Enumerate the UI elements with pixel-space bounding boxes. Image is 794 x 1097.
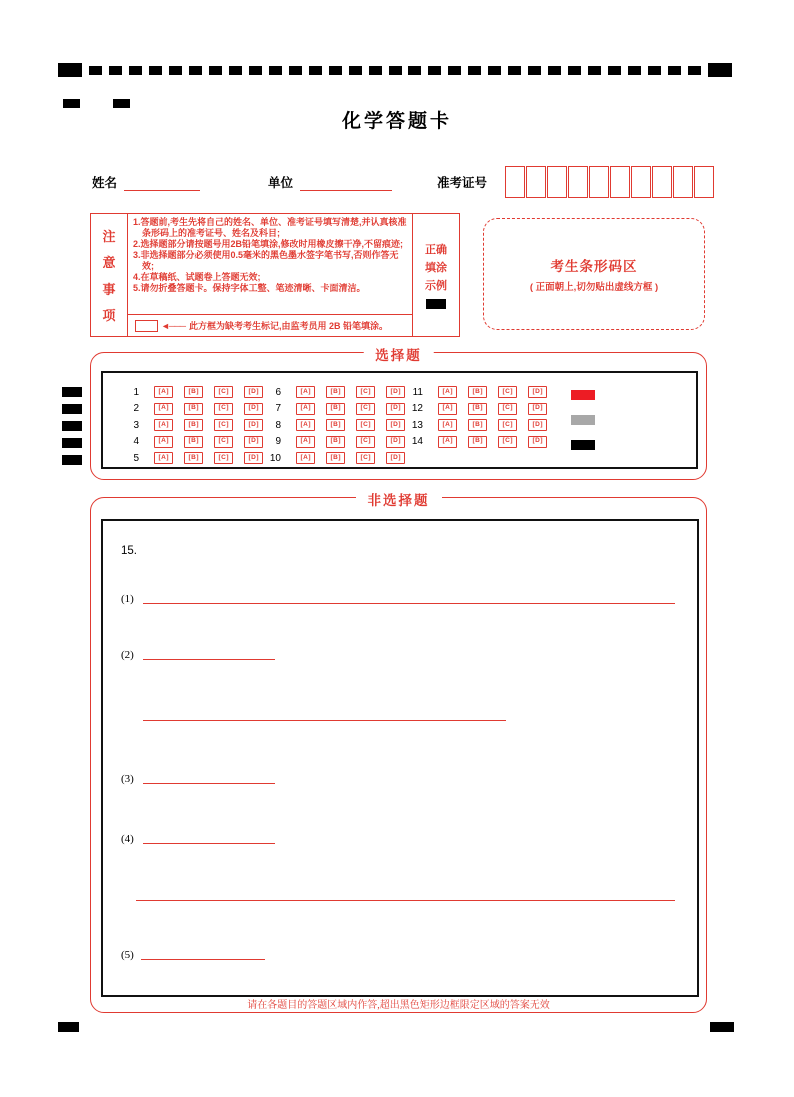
- part-label: (1): [121, 593, 134, 605]
- answer-bubble-12-B[interactable]: [ B ]: [468, 403, 487, 415]
- answer-line-5[interactable]: [141, 959, 265, 960]
- part-label: (2): [121, 649, 134, 661]
- red-fill-sample: [571, 390, 595, 400]
- registration-mark: [710, 1022, 734, 1032]
- gray-fill-sample: [571, 415, 595, 425]
- example-label: 正确: [425, 244, 447, 256]
- answer-bubble-5-D[interactable]: [ D ]: [244, 452, 263, 464]
- timing-mark: [62, 421, 82, 431]
- ticket-digit-cell[interactable]: [526, 166, 546, 198]
- question-row: [119, 404, 263, 414]
- example-label: 示例: [425, 280, 447, 292]
- timing-mark: [109, 66, 122, 75]
- answer-bubble-2-D[interactable]: [ D ]: [244, 403, 263, 415]
- question-row: [403, 387, 547, 397]
- ticket-number-label: 准考证号: [437, 176, 488, 190]
- notice-item: 5.请勿折叠答题卡。保持字体工整、笔迹清晰、卡面清洁。: [133, 283, 366, 294]
- answer-bubble-7-C[interactable]: [ C ]: [356, 403, 375, 415]
- answer-bubble-7-D[interactable]: [ D ]: [386, 403, 405, 415]
- answer-bubble-1-C[interactable]: [ C ]: [214, 386, 233, 398]
- timing-mark: [369, 66, 382, 75]
- question-number: 9: [275, 436, 281, 447]
- question-row: [403, 404, 547, 414]
- answer-bubble-3-D[interactable]: [ D ]: [244, 419, 263, 431]
- timing-mark: [129, 66, 142, 75]
- answer-bubble-2-C[interactable]: [ C ]: [214, 403, 233, 415]
- timing-marks-row: [58, 63, 732, 77]
- answer-bubble-1-A[interactable]: [ A ]: [154, 386, 173, 398]
- answer-bubble-9-C[interactable]: [ C ]: [356, 436, 375, 448]
- timing-mark: [169, 66, 182, 75]
- timing-mark: [668, 66, 681, 75]
- timing-mark: [448, 66, 461, 75]
- timing-mark: [488, 66, 501, 75]
- answer-bubble-14-A[interactable]: [ A ]: [438, 436, 457, 448]
- question-number: 6: [275, 386, 281, 398]
- ticket-digit-cell[interactable]: [610, 166, 630, 198]
- answer-bubble-10-B[interactable]: [ B ]: [326, 452, 345, 464]
- name-label: 姓名: [92, 176, 118, 190]
- timing-mark: [708, 63, 732, 77]
- ticket-digit-cell[interactable]: [631, 166, 651, 198]
- answer-bubble-13-C[interactable]: [ C ]: [498, 419, 517, 431]
- absent-mark-row: [128, 314, 412, 336]
- example-label: 填涂: [425, 262, 447, 274]
- timing-mark: [608, 66, 621, 75]
- answer-bubble-6-D[interactable]: [ D ]: [386, 386, 405, 398]
- question-number: 13: [411, 419, 423, 431]
- subjective-section: [90, 493, 707, 1013]
- subjective-answer-area: [101, 519, 699, 997]
- answer-line-4b[interactable]: [136, 900, 675, 901]
- question-number: 5: [133, 452, 139, 464]
- answer-bubble-3-C[interactable]: [ C ]: [214, 419, 233, 431]
- fill-sample-column: [571, 390, 595, 450]
- footer-warning: 请在各题目的答题区域内作答,超出黑色矩形边框限定区域的答案无效: [247, 1000, 550, 1011]
- timing-mark: [648, 66, 661, 75]
- choice-section: [90, 348, 707, 480]
- timing-mark: [628, 66, 641, 75]
- barcode-title: 考生条形码区: [550, 259, 638, 274]
- answer-bubble-8-A[interactable]: [ A ]: [296, 419, 315, 431]
- barcode-subtitle: ( 正面朝上,切勿贴出虚线方框 ): [529, 282, 659, 293]
- timing-mark: [468, 66, 481, 75]
- answer-bubble-8-D[interactable]: [ D ]: [386, 419, 405, 431]
- timing-mark: [229, 66, 242, 75]
- answer-bubble-8-C[interactable]: [ C ]: [356, 419, 375, 431]
- answer-bubble-6-C[interactable]: [ C ]: [356, 386, 375, 398]
- notice-item: 4.在草稿纸、试题卷上答题无效;: [133, 272, 261, 283]
- question-row: [261, 387, 405, 397]
- question-number: 3: [133, 419, 139, 431]
- question-row: [261, 437, 405, 447]
- timing-mark: [508, 66, 521, 75]
- question-number: 12: [411, 403, 423, 414]
- notice-item: 2.选择题部分请按题号用2B铅笔填涂,修改时用橡皮擦干净,不留痕迹;: [133, 239, 404, 250]
- answer-bubble-11-B[interactable]: [ B ]: [468, 386, 487, 398]
- timing-mark: [62, 387, 82, 397]
- ticket-digit-cell[interactable]: [505, 166, 525, 198]
- answer-line-2b[interactable]: [143, 720, 506, 721]
- notice-heading-char: 事: [102, 281, 116, 297]
- answer-bubble-1-D[interactable]: [ D ]: [244, 386, 263, 398]
- choice-answer-grid: [101, 371, 698, 469]
- ticket-number-grid: [505, 166, 714, 198]
- answer-bubble-4-C[interactable]: [ C ]: [214, 436, 233, 448]
- question-number: 14: [411, 436, 423, 447]
- timing-mark: [249, 66, 262, 75]
- answer-bubble-1-B[interactable]: [ B ]: [184, 386, 203, 398]
- timing-mark: [62, 404, 82, 414]
- answer-bubble-5-A[interactable]: [ A ]: [154, 452, 173, 464]
- name-input-line[interactable]: [124, 190, 200, 191]
- timing-mark: [89, 66, 102, 75]
- question-row: [261, 404, 405, 414]
- notice-item: 3.非选择题部分必须使用0.5毫米的黑色墨水签字笔书写,否则作答无效;: [133, 250, 399, 272]
- notice-heading-char: 项: [102, 308, 116, 324]
- timing-mark: [309, 66, 322, 75]
- answer-bubble-11-A[interactable]: [ A ]: [438, 386, 457, 398]
- timing-mark: [62, 455, 82, 465]
- answer-line-4[interactable]: [143, 843, 275, 844]
- answer-bubble-11-C[interactable]: [ C ]: [498, 386, 517, 398]
- unit-input-line[interactable]: [300, 190, 392, 191]
- ticket-digit-cell[interactable]: [547, 166, 567, 198]
- left-timing-marks: [62, 387, 82, 465]
- question-row: [403, 437, 547, 447]
- question-row: [119, 437, 263, 447]
- question-row: [403, 420, 547, 430]
- timing-mark: [58, 63, 82, 77]
- timing-mark: [149, 66, 162, 75]
- answer-bubble-13-B[interactable]: [ B ]: [468, 419, 487, 431]
- unit-label: 单位: [268, 176, 294, 190]
- answer-bubble-3-B[interactable]: [ B ]: [184, 419, 203, 431]
- answer-bubble-4-B[interactable]: [ B ]: [184, 436, 203, 448]
- question-number: 8: [275, 419, 281, 431]
- ticket-digit-cell[interactable]: [652, 166, 672, 198]
- notice-heading: [91, 214, 128, 336]
- registration-mark: [58, 1022, 79, 1032]
- timing-mark: [62, 438, 82, 448]
- timing-mark: [548, 66, 561, 75]
- question-row: [119, 420, 263, 430]
- black-fill-sample: [571, 440, 595, 450]
- choice-column: [261, 387, 405, 463]
- timing-mark: [209, 66, 222, 75]
- timing-mark: [588, 66, 601, 75]
- timing-mark: [389, 66, 402, 75]
- timing-mark: [329, 66, 342, 75]
- answer-bubble-7-B[interactable]: [ B ]: [326, 403, 345, 415]
- answer-bubble-11-D[interactable]: [ D ]: [528, 386, 547, 398]
- answer-bubble-10-D[interactable]: [ D ]: [386, 452, 405, 464]
- answer-bubble-10-C[interactable]: [ C ]: [356, 452, 375, 464]
- question-15-number: 15.: [121, 545, 137, 557]
- answer-bubble-8-B[interactable]: [ B ]: [326, 419, 345, 431]
- answer-line-3[interactable]: [143, 783, 275, 784]
- answer-bubble-13-A[interactable]: [ A ]: [438, 419, 457, 431]
- answer-bubble-14-C[interactable]: [ C ]: [498, 436, 517, 448]
- answer-bubble-2-A[interactable]: [ A ]: [154, 403, 173, 415]
- answer-bubble-7-A[interactable]: [ A ]: [296, 403, 315, 415]
- notice-list: [128, 214, 412, 314]
- answer-bubble-12-A[interactable]: [ A ]: [438, 403, 457, 415]
- left-arrow-icon: ◄───: [161, 320, 186, 331]
- part-label: (4): [121, 833, 134, 845]
- choice-column: [403, 387, 547, 447]
- question-row: [261, 420, 405, 430]
- notice-box: [90, 213, 460, 337]
- ticket-digit-cell[interactable]: [694, 166, 714, 198]
- timing-mark: [428, 66, 441, 75]
- absent-mark-box[interactable]: [135, 320, 158, 332]
- answer-bubble-12-D[interactable]: [ D ]: [528, 403, 547, 415]
- answer-bubble-5-C[interactable]: [ C ]: [214, 452, 233, 464]
- answer-bubble-12-C[interactable]: [ C ]: [498, 403, 517, 415]
- ticket-digit-cell[interactable]: [589, 166, 609, 198]
- subjective-section-title: 非选择题: [356, 489, 442, 509]
- question-number: 2: [133, 403, 139, 414]
- question-number: 11: [412, 386, 423, 398]
- question-number: 10: [269, 452, 281, 464]
- timing-mark: [289, 66, 302, 75]
- choice-section-title: 选择题: [363, 344, 434, 364]
- filled-mark-sample: [426, 299, 446, 309]
- correct-fill-example: [412, 214, 459, 336]
- choice-column: [119, 387, 263, 463]
- absent-note: 此方框为缺考考生标记,由监考员用 2B 铅笔填涂。: [189, 321, 389, 331]
- answer-bubble-4-D[interactable]: [ D ]: [244, 436, 263, 448]
- part-label: (5): [121, 949, 134, 961]
- question-row: [261, 453, 405, 463]
- answer-bubble-2-B[interactable]: [ B ]: [184, 403, 203, 415]
- answer-bubble-4-A[interactable]: [ A ]: [154, 436, 173, 448]
- notice-heading-char: 意: [102, 255, 116, 271]
- answer-bubble-9-D[interactable]: [ D ]: [386, 436, 405, 448]
- answer-bubble-14-B[interactable]: [ B ]: [468, 436, 487, 448]
- timing-mark: [408, 66, 421, 75]
- answer-bubble-10-A[interactable]: [ A ]: [296, 452, 315, 464]
- question-number: 1: [133, 386, 139, 398]
- notice-item: 1.答题前,考生先将自己的姓名、单位、准考证号填写清楚,并认真核准条形码上的准考证号、姓名及科目;: [133, 217, 407, 239]
- answer-bubble-9-B[interactable]: [ B ]: [326, 436, 345, 448]
- barcode-area: [483, 218, 705, 330]
- timing-mark: [269, 66, 282, 75]
- timing-mark: [688, 66, 701, 75]
- timing-mark: [189, 66, 202, 75]
- answer-bubble-6-B[interactable]: [ B ]: [326, 386, 345, 398]
- timing-mark: [568, 66, 581, 75]
- page-title: 化学答题卡: [341, 111, 452, 132]
- ticket-digit-cell[interactable]: [673, 166, 693, 198]
- answer-line-1[interactable]: [143, 603, 675, 604]
- timing-mark: [528, 66, 541, 75]
- answer-bubble-13-D[interactable]: [ D ]: [528, 419, 547, 431]
- timing-mark: [349, 66, 362, 75]
- answer-line-2[interactable]: [143, 659, 275, 660]
- notice-heading-char: 注: [102, 228, 116, 244]
- answer-bubble-9-A[interactable]: [ A ]: [296, 436, 315, 448]
- question-row: [119, 453, 263, 463]
- part-label: (3): [121, 773, 134, 785]
- answer-bubble-6-A[interactable]: [ A ]: [296, 386, 315, 398]
- question-number: 4: [133, 436, 139, 447]
- answer-bubble-5-B[interactable]: [ B ]: [184, 452, 203, 464]
- ticket-digit-cell[interactable]: [568, 166, 588, 198]
- answer-bubble-3-A[interactable]: [ A ]: [154, 419, 173, 431]
- question-number: 7: [275, 403, 281, 414]
- question-row: [119, 387, 263, 397]
- answer-bubble-14-D[interactable]: [ D ]: [528, 436, 547, 448]
